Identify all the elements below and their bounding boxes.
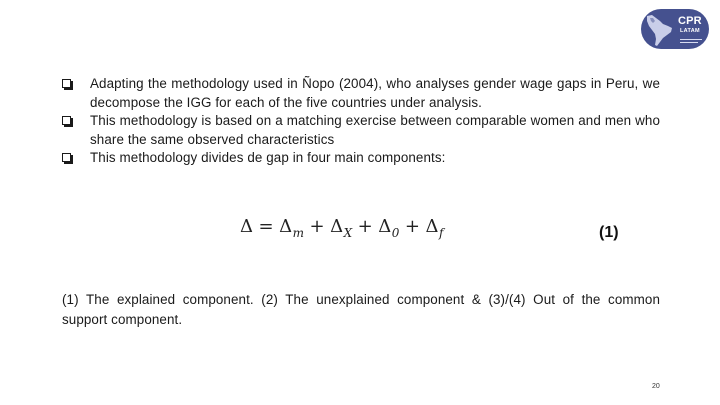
formula-plus: + (404, 216, 421, 237)
bullet-text: Adapting the methodology used in Ñopo (2004), who analyses gender wage gaps in Peru, we decompose the IGG for each of the five countries under analysis. (90, 76, 660, 110)
latin-america-map-icon (641, 9, 681, 49)
checkbox-bullet-icon (62, 153, 71, 162)
formula-lhs: Δ (240, 216, 254, 237)
bullet-item (62, 149, 660, 168)
formula-term: $\Delta_X$ (330, 216, 353, 240)
formula-term: $\Delta_0$ (378, 216, 400, 240)
formula-equals: = (258, 216, 275, 237)
formula-term: $\Delta_f$ (425, 216, 444, 240)
checkbox-bullet-icon (62, 79, 71, 88)
component-note: (1) The explained component. (2) The unexplained component & (3)/(4) Out of the common support component. (62, 292, 660, 327)
logo-subtitle: LATAM (680, 28, 700, 34)
bullet-list (62, 75, 660, 168)
formula-plus: + (357, 216, 374, 237)
bullet-item (62, 112, 660, 149)
page-number: 20 (652, 383, 660, 390)
equation-number: (1) (599, 224, 619, 241)
logo-tagline-line (680, 42, 698, 43)
cpr-latam-logo (641, 9, 709, 49)
logo-acronym: CPR (678, 15, 702, 27)
bullet-item (62, 75, 660, 112)
logo-tagline-line (680, 39, 702, 40)
decomposition-formula (240, 216, 444, 240)
checkbox-bullet-icon (62, 116, 71, 125)
bullet-text: This methodology divides de gap in four main components: (90, 150, 446, 165)
formula-term: $\Delta_m$ (279, 216, 305, 240)
bullet-text: This methodology is based on a matching exercise between comparable women and men who share the same observed characteristics (90, 113, 660, 147)
formula-plus: + (309, 216, 326, 237)
